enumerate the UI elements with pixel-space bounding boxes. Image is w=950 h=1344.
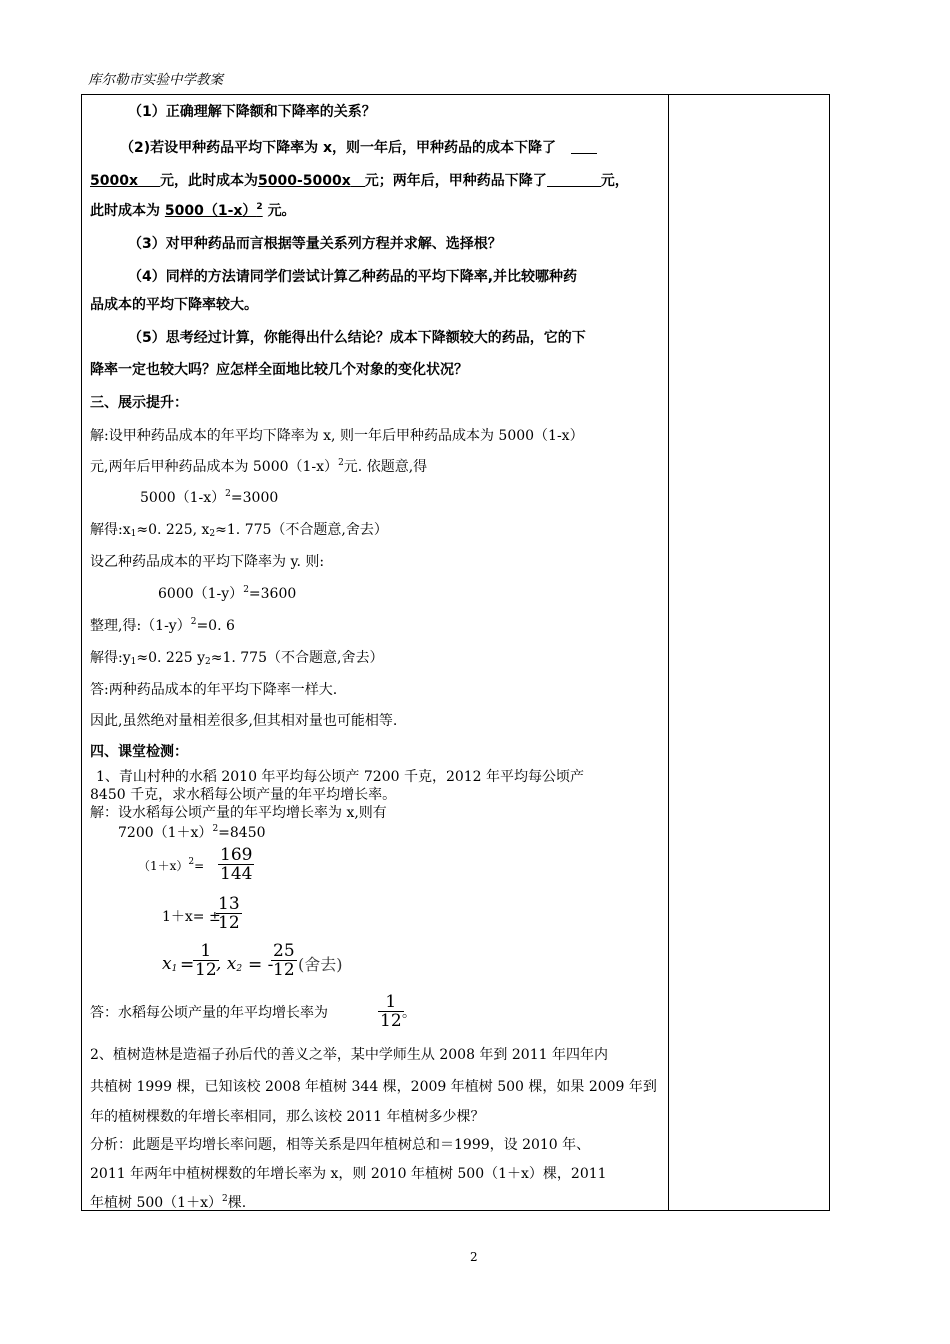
page-number: 2 (470, 1250, 478, 1264)
arrange-line: 整理,得$:(1-y)^2=0$. 6 (90, 617, 235, 634)
answer-fill: $5000(1-x)^2$ (164, 202, 263, 219)
school-header: 库尔勒市实验中学教案 (88, 72, 223, 88)
analysis-line-1: 分析：此题是平均增长率问题，相等关系是四年植树总和＝1999，设 2010 年、 (90, 1137, 591, 1153)
solution-line-1: 解:设甲种药品成本的年平均下降率为 x, 则一年后甲种药品成本为 5000（1-x） (90, 428, 584, 444)
problem-2-line-2: 共植树 1999 棵，已知该校 2008 年植树 344 棵，2009 年植树 500 棵，如果 2009 年到 (90, 1079, 657, 1095)
solution-line-2: 元,两年后甲种药品成本为 $5000(1-x)^2$元. 依题意,得 (90, 458, 428, 475)
fraction-25-12: 25 12 (273, 941, 295, 980)
equation-2: $6000(1-y)^2=3600$ (158, 585, 297, 602)
fraction-169-144: 169 144 (220, 845, 253, 884)
question-2-line-3: 此时成本为 $5000(1-x)^2$ 元。 (90, 202, 296, 219)
blank-underline (547, 172, 601, 187)
answer-line: 答:两种药品成本的年平均下降率一样大. (90, 682, 338, 698)
problem-1-equation: $7200(1+x)^2=8450$ (118, 824, 266, 841)
problem-1-answer: 答：水稻每公顷产量的年平均增长率为 (90, 1005, 328, 1021)
equation-1: $5000(1-x)^2=3000$ (140, 489, 279, 506)
blank-underline (571, 139, 597, 154)
problem-1-line-3: 解：设水稻每公顷产量的年平均增长率为 x,则有 (90, 805, 387, 821)
problem-2-line-1: 2、植树造林是造福子孙后代的善义之举，某中学师生从 2008 年到 2011 年四年内 (90, 1047, 608, 1063)
section-3-title: 三、展示提升： (90, 395, 188, 411)
x1-label: $x_1$ (162, 954, 178, 974)
solution-line-3: 设乙种药品成本的平均下降率为 y. 则: (90, 554, 325, 570)
problem-2-line-3: 年的植树棵数的年增长率相同，那么该校 2011 年植树多少棵？ (90, 1109, 485, 1125)
question-5-line-2: 降率一定也较大吗？应怎样全面地比较几个对象的变化状况？ (90, 362, 468, 378)
answer-period: 。 (402, 1005, 416, 1021)
conclusion-line: 因此,虽然绝对量相差很多,但其相对量也可能相等. (90, 713, 398, 729)
fraction-13-12: 13 12 (218, 894, 240, 933)
discard-note: (舍去) (298, 955, 343, 974)
solution-2: 解得$:y_1\approx 0$. 225 $y_2\approx 1$. 775（不合题意,舍去） (90, 650, 384, 667)
solution-1: 解得$:x_1\approx 0$. 225, $x_2\approx 1$. 775（不合题意,舍去） (90, 522, 388, 539)
answer-fill: 5000-5000x (258, 173, 351, 189)
question-1: （1）正确理解下降额和下降率的关系？ (128, 104, 376, 120)
x2-label: , $x_2$ (216, 954, 243, 974)
analysis-line-3: 年植树 $500(1+x)^2$棵. (90, 1194, 247, 1211)
root-equation: 1＋x= ± (162, 909, 221, 925)
question-4-line-2: 品成本的平均下降率较大。 (90, 297, 258, 313)
question-3: （3）对甲种药品而言根据等量关系列方程并求解、选择根？ (128, 236, 502, 252)
column-divider (668, 94, 669, 1211)
section-4-title: 四、课堂检测： (90, 744, 188, 760)
question-4-line-1: （4）同样的方法请同学们尝试计算乙种药品的平均下降率,并比较哪种药 (128, 269, 578, 285)
question-5-line-1: （5）思考经过计算，你能得出什么结论？成本下降额较大的药品，它的下 (128, 330, 586, 346)
problem-1-line-2: 8450 千克，求水稻每公顷产量的年平均增长率。 (90, 787, 397, 803)
equals-sign: = (180, 955, 195, 975)
square-equation: $(1+x)^2=$ (138, 857, 205, 873)
question-2-line-2: 5000x 元，此时成本为5000-5000x 元；两年后，甲种药品下降了 元， (90, 173, 629, 189)
question-2-line-1: （2)若设甲种药品平均下降率为 x，则一年后，甲种药品的成本下降了 (120, 139, 597, 155)
problem-1-line-1: 1、青山村种的水稻 2010 年平均每公顷产 7200 千克，2012 年平均每公顷产 (96, 769, 585, 785)
fraction-1-12: 1 12 (195, 941, 217, 980)
answer-fill: 5000x (90, 173, 138, 189)
analysis-line-2: 2011 年两年中植树棵数的年增长率为 x，则 2010 年植树 500（1＋x）棵，2011 (90, 1166, 607, 1182)
equals-minus: = - (248, 955, 274, 975)
fraction-answer-1-12: 1 12 (380, 992, 402, 1031)
